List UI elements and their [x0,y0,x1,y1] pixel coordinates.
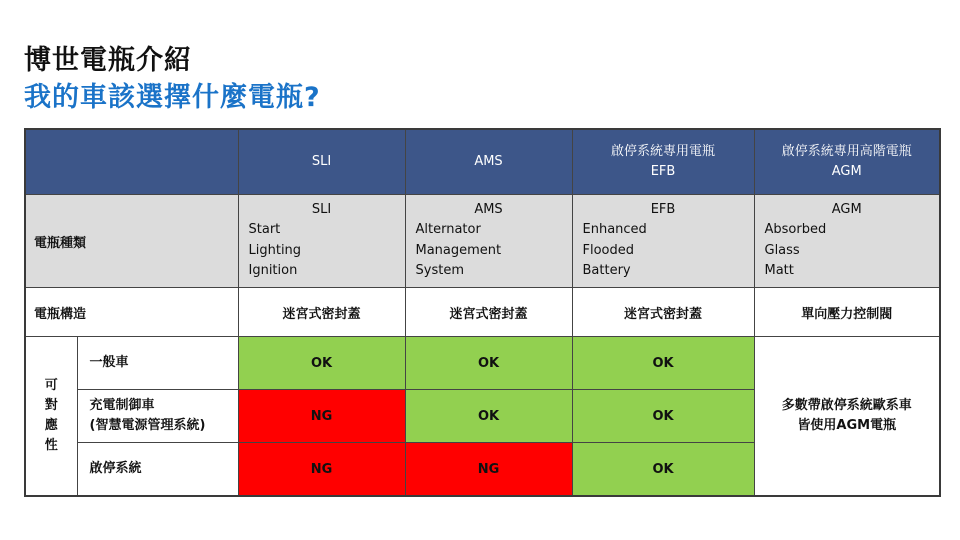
compat-row-general [25,337,940,390]
type-cell-agm: AGM Absorbed Glass Matt [754,195,940,288]
structure-cell-efb: 迷宮式密封蓋 [572,288,754,337]
header-corner [25,129,238,195]
battery-type-label: 電瓶種類 [25,195,238,288]
battery-structure-label: 電瓶構造 [25,288,238,337]
compat-cell: NG [405,443,572,497]
structure-cell-agm: 單向壓力控制閥 [754,288,940,337]
compat-cell: OK [572,337,754,390]
compat-row-label: 充電制御車 (智慧電源管理系統) [77,390,238,443]
compat-cell: OK [572,443,754,497]
structure-cell-sli: 迷宮式密封蓋 [238,288,405,337]
header-ams: AMS [405,129,572,195]
compat-cell: NG [238,390,405,443]
structure-cell-ams: 迷宮式密封蓋 [405,288,572,337]
compat-cell: OK [405,390,572,443]
type-cell-efb: EFB Enhanced Flooded Battery [572,195,754,288]
header-sli: SLI [238,129,405,195]
page-title: 博世電瓶介紹 [24,45,192,76]
compat-cell: OK [572,390,754,443]
type-cell-ams: AMS Alternator Management System [405,195,572,288]
compat-cell: NG [238,443,405,497]
compatibility-label: 可 對 應 性 [25,337,77,497]
compat-cell: OK [405,337,572,390]
battery-type-row [25,195,940,288]
agm-note: 多數帶啟停系統歐系車 皆使用AGM電瓶 [754,337,940,497]
header-agm: 啟停系統專用高階電瓶 AGM [754,129,940,195]
type-cell-sli: SLI Start Lighting Ignition [238,195,405,288]
battery-structure-row [25,288,940,337]
compat-row-label: 一般車 [77,337,238,390]
compat-row-label: 啟停系統 [77,443,238,497]
compat-cell: OK [238,337,405,390]
battery-comparison-table [24,128,941,497]
header-efb: 啟停系統專用電瓶 EFB [572,129,754,195]
page-subtitle: 我的車該選擇什麼電瓶? [24,82,321,113]
header-row [25,129,940,195]
